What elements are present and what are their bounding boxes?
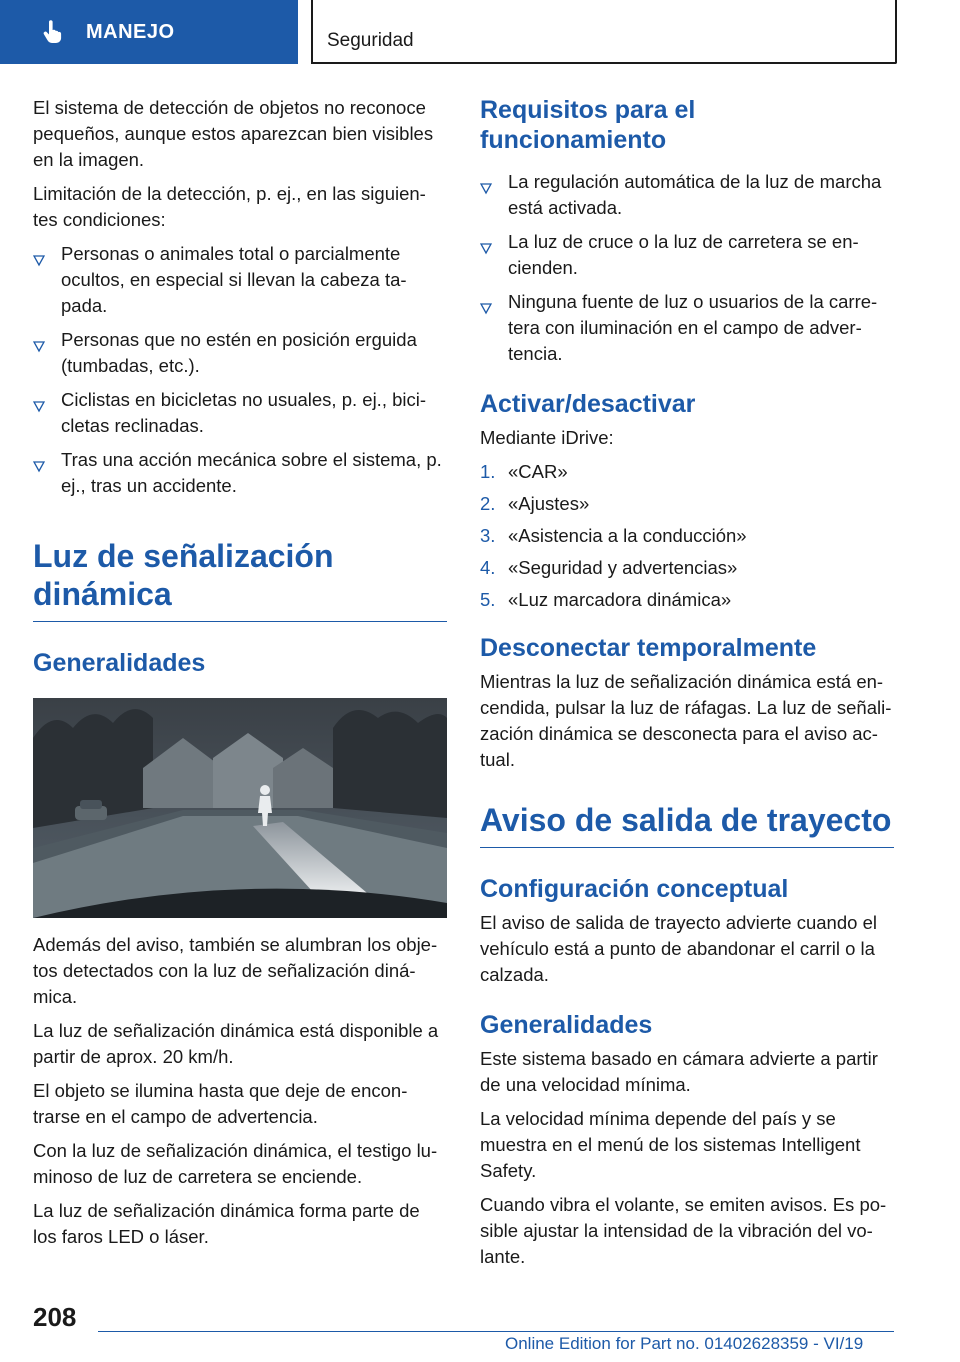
step-item (480, 555, 894, 581)
list-item-text: Personas que no estén en posición erguida (tumbadas, etc.). (61, 329, 417, 376)
subsection-title: Generalidades (33, 649, 206, 677)
step-text: «Luz marcadora dinámica» (508, 589, 732, 610)
list-item-text: Personas o animales total o parcialmente ocultos, en especial si llevan la cabeza ta‐pada. (61, 243, 407, 316)
step-text: «Seguridad y advertencias» (508, 557, 738, 578)
body-paragraph: La velocidad mínima depende del país y se muestra en el menú de los sistemas Intelligent Safety. (480, 1108, 861, 1181)
general-title: Generalidades (480, 1011, 653, 1039)
concept-title: Configuración conceptual (480, 875, 789, 903)
section-label: Seguridad (327, 30, 414, 51)
list-item (33, 447, 447, 499)
triangle-bullet-icon (33, 454, 45, 466)
list-item (33, 241, 447, 319)
step-item (480, 491, 894, 517)
disconnect-title: Desconectar temporalmente (480, 634, 817, 662)
right-column (480, 95, 894, 1278)
step-item (480, 523, 894, 549)
body-paragraph: Además del aviso, también se alumbran los obje‐tos detectados con la luz de señalización diná‐mica. (33, 934, 438, 1007)
step-number: 2. (480, 493, 496, 514)
triangle-bullet-icon (33, 248, 45, 260)
disconnect-text: Mientras la luz de señalización dinámica está en‐cendida, pulsar la luz de ráfagas. La luz de señali‐zación dinámica se desconecta para el aviso ac‐tual. (480, 671, 892, 770)
activate-title: Activar/desactivar (480, 390, 696, 418)
chapter-tab (0, 0, 298, 64)
body-paragraph: El objeto se ilumina hasta que deje de encon‐trarse en el campo de advertencia. (33, 1080, 408, 1127)
step-number: 5. (480, 589, 496, 610)
list-item-text: La luz de cruce o la luz de carretera se en‐cienden. (508, 231, 859, 278)
list-item-text: Ciclistas en bicicletas no usuales, p. ej., bici‐cletas reclinadas. (61, 389, 427, 436)
body-paragraph: Este sistema basado en cámara advierte a partir de una velocidad mínima. (480, 1048, 878, 1095)
intro-paragraph: El sistema de detección de objetos no reconoce pequeños, aunque estos aparezcan bien visibles en la imagen. (33, 97, 434, 170)
hand-pointer-icon (40, 19, 66, 45)
step-item (480, 587, 894, 613)
list-item (480, 289, 894, 367)
list-item-text: Tras una acción mecánica sobre el sistema, p. ej., tras un accidente. (61, 449, 442, 496)
page-header (0, 0, 960, 66)
step-text: «Ajustes» (508, 493, 590, 514)
concept-text: El aviso de salida de trayecto advierte cuando el vehículo está a punto de abandonar el carril o la calzada. (480, 912, 877, 985)
list-item (480, 229, 894, 281)
step-number: 3. (480, 525, 496, 546)
list-item (480, 169, 894, 221)
requirements-list (480, 169, 894, 367)
triangle-bullet-icon (33, 394, 45, 406)
activate-intro: Mediante iDrive: (480, 427, 614, 448)
body-paragraph: La luz de señalización dinámica está disponible a partir de aprox. 20 km/h. (33, 1020, 439, 1067)
step-text: «Asistencia a la conducción» (508, 525, 747, 546)
requirements-title: Requisitos para el funcionamiento (480, 96, 696, 154)
triangle-bullet-icon (480, 236, 492, 248)
section-tab (311, 0, 897, 64)
step-number: 1. (480, 461, 496, 482)
section-title: Luz de señalización dinámica (33, 538, 334, 612)
chapter-label: MANEJO (86, 20, 175, 43)
lane-warning-title: Aviso de salida de trayecto (480, 802, 892, 838)
footer-rule (98, 1331, 894, 1332)
list-item (33, 327, 447, 379)
dynamic-light-illustration (33, 698, 447, 918)
body-paragraph: Cuando vibra el volante, se emiten avisos. Es po‐sible ajustar la intensidad de la vibración del vo‐lante. (480, 1194, 887, 1267)
body-paragraph: La luz de señalización dinámica forma parte de los faros LED o láser. (33, 1200, 420, 1247)
step-text: «CAR» (508, 461, 568, 482)
triangle-bullet-icon (480, 296, 492, 308)
list-item-text: Ninguna fuente de luz o usuarios de la carre‐tera con iluminación en el campo de adver‐tencia. (508, 291, 878, 364)
step-item (480, 459, 894, 485)
intro-paragraph: Limitación de la detección, p. ej., en las siguien‐tes condiciones: (33, 183, 426, 230)
list-item-text: La regulación automática de la luz de marcha está activada. (508, 171, 882, 218)
idrive-steps-list (480, 459, 894, 613)
page-number: 208 (33, 1302, 77, 1332)
edition-text: Online Edition for Part no. 01402628359 - VI/19 (505, 1334, 864, 1353)
triangle-bullet-icon (33, 334, 45, 346)
left-column (33, 95, 447, 1258)
step-number: 4. (480, 557, 496, 578)
body-paragraph: Con la luz de señalización dinámica, el testigo lu‐minoso de luz de carretera se enciende. (33, 1140, 438, 1187)
list-item (33, 387, 447, 439)
triangle-bullet-icon (480, 176, 492, 188)
limitations-list (33, 241, 447, 499)
